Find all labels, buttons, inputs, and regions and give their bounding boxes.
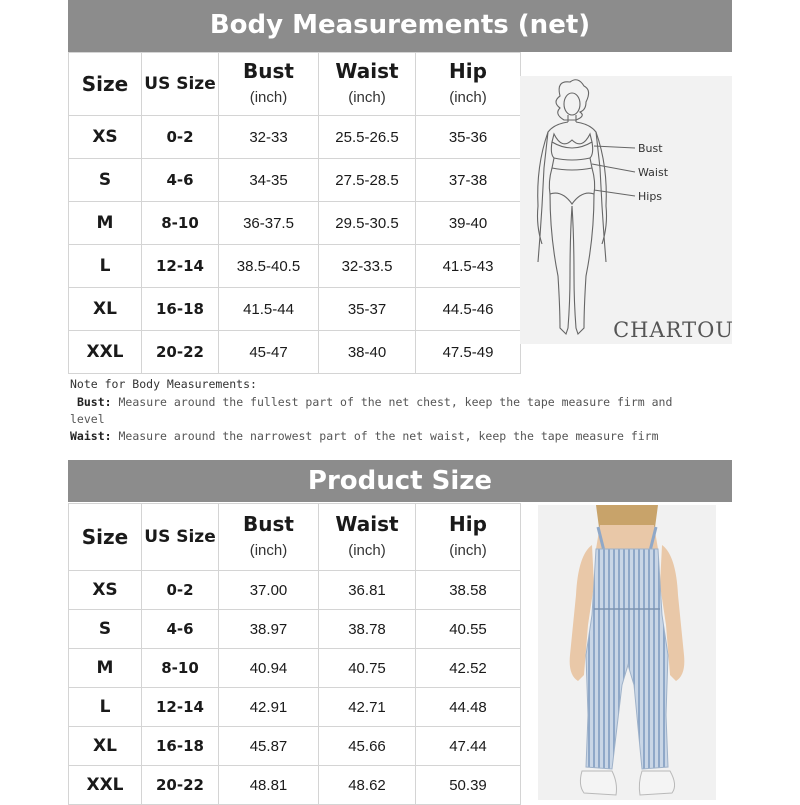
waist-cell: 38.78 <box>319 610 416 649</box>
us-size-cell: 8-10 <box>142 649 219 688</box>
hip-cell: 38.58 <box>416 571 521 610</box>
bust-cell: 38.97 <box>219 610 319 649</box>
us-size-cell: 16-18 <box>142 288 219 331</box>
us-size-cell: 4-6 <box>142 159 219 202</box>
product-size-table <box>68 503 521 805</box>
hip-cell: 44.48 <box>416 688 521 727</box>
table-row <box>69 766 521 805</box>
table-row <box>69 649 521 688</box>
bust-cell: 32-33 <box>219 116 319 159</box>
bust-note-text: Measure around the fullest part of the net chest, keep the tape measure firm and <box>118 395 673 409</box>
table-row <box>69 159 521 202</box>
size-cell: S <box>69 610 142 649</box>
table-row <box>69 610 521 649</box>
table-row <box>69 331 521 374</box>
table-header-row <box>69 504 521 571</box>
bust-cell: 48.81 <box>219 766 319 805</box>
body-measurements-table <box>68 52 521 374</box>
size-cell: XXL <box>69 766 142 805</box>
bust-cell: 45.87 <box>219 727 319 766</box>
size-cell: XS <box>69 571 142 610</box>
hip-cell: 40.55 <box>416 610 521 649</box>
size-cell: XL <box>69 727 142 766</box>
header-us-size: US Size <box>142 504 219 571</box>
figure-label-bust: Bust <box>638 142 663 155</box>
hip-cell: 50.39 <box>416 766 521 805</box>
bust-cell: 38.5-40.5 <box>219 245 319 288</box>
size-cell: L <box>69 688 142 727</box>
size-cell: XL <box>69 288 142 331</box>
us-size-cell: 20-22 <box>142 766 219 805</box>
hip-cell: 47.44 <box>416 727 521 766</box>
body-figure-illustration <box>520 76 732 344</box>
us-size-cell: 4-6 <box>142 610 219 649</box>
size-cell: XXL <box>69 331 142 374</box>
table-row <box>69 288 521 331</box>
hip-cell: 47.5-49 <box>416 331 521 374</box>
size-cell: S <box>69 159 142 202</box>
table-header-row <box>69 53 521 116</box>
waist-cell: 45.66 <box>319 727 416 766</box>
product-model-photo <box>538 505 716 800</box>
jumpsuit-model-icon <box>538 505 716 800</box>
us-size-cell: 8-10 <box>142 202 219 245</box>
hip-cell: 35-36 <box>416 116 521 159</box>
brand-logo: CHARTOU <box>613 318 734 342</box>
header-us-size: US Size <box>142 53 219 116</box>
waist-cell: 48.62 <box>319 766 416 805</box>
us-size-cell: 20-22 <box>142 331 219 374</box>
measurement-notes <box>70 376 730 446</box>
waist-note <box>70 426 730 446</box>
header-waist: Waist (inch) <box>319 53 416 116</box>
size-cell: M <box>69 649 142 688</box>
us-size-cell: 12-14 <box>142 688 219 727</box>
bust-note-key: Bust: <box>76 395 112 409</box>
header-size: Size <box>69 504 142 571</box>
hip-cell: 37-38 <box>416 159 521 202</box>
product-size-title: Product Size <box>68 460 732 502</box>
header-hip: Hip (inch) <box>416 53 521 116</box>
header-bust: Bust (inch) <box>219 504 319 571</box>
waist-cell: 40.75 <box>319 649 416 688</box>
size-cell: XS <box>69 116 142 159</box>
bust-cell: 41.5-44 <box>219 288 319 331</box>
table-row <box>69 116 521 159</box>
bust-cell: 37.00 <box>219 571 319 610</box>
waist-cell: 29.5-30.5 <box>319 202 416 245</box>
us-size-cell: 0-2 <box>142 116 219 159</box>
us-size-cell: 0-2 <box>142 571 219 610</box>
waist-cell: 25.5-26.5 <box>319 116 416 159</box>
bust-cell: 42.91 <box>219 688 319 727</box>
table-row <box>69 727 521 766</box>
bust-cell: 40.94 <box>219 649 319 688</box>
table-row <box>69 245 521 288</box>
waist-cell: 27.5-28.5 <box>319 159 416 202</box>
waist-cell: 35-37 <box>319 288 416 331</box>
header-size: Size <box>69 53 142 116</box>
figure-label-hips: Hips <box>638 190 663 203</box>
hip-cell: 44.5-46 <box>416 288 521 331</box>
size-cell: L <box>69 245 142 288</box>
hip-cell: 42.52 <box>416 649 521 688</box>
table-row <box>69 571 521 610</box>
header-hip: Hip (inch) <box>416 504 521 571</box>
waist-cell: 42.71 <box>319 688 416 727</box>
waist-note-text: Measure around the narrowest part of the net waist, keep the tape measure firm <box>118 429 659 443</box>
notes-title: Note for Body Measurements: <box>70 377 257 391</box>
header-bust: Bust (inch) <box>219 53 319 116</box>
body-outline-icon <box>520 76 732 344</box>
figure-label-waist: Waist <box>638 166 669 179</box>
bust-note <box>70 392 730 412</box>
hip-cell: 41.5-43 <box>416 245 521 288</box>
hip-cell: 39-40 <box>416 202 521 245</box>
bust-cell: 34-35 <box>219 159 319 202</box>
bust-note-continued: level <box>70 412 105 426</box>
waist-note-key: Waist: <box>70 429 112 443</box>
body-measurements-title: Body Measurements (net) <box>68 0 732 52</box>
table-row <box>69 202 521 245</box>
us-size-cell: 12-14 <box>142 245 219 288</box>
waist-cell: 38-40 <box>319 331 416 374</box>
size-cell: M <box>69 202 142 245</box>
bust-cell: 36-37.5 <box>219 202 319 245</box>
waist-cell: 36.81 <box>319 571 416 610</box>
us-size-cell: 16-18 <box>142 727 219 766</box>
table-row <box>69 688 521 727</box>
header-waist: Waist (inch) <box>319 504 416 571</box>
waist-cell: 32-33.5 <box>319 245 416 288</box>
bust-cell: 45-47 <box>219 331 319 374</box>
